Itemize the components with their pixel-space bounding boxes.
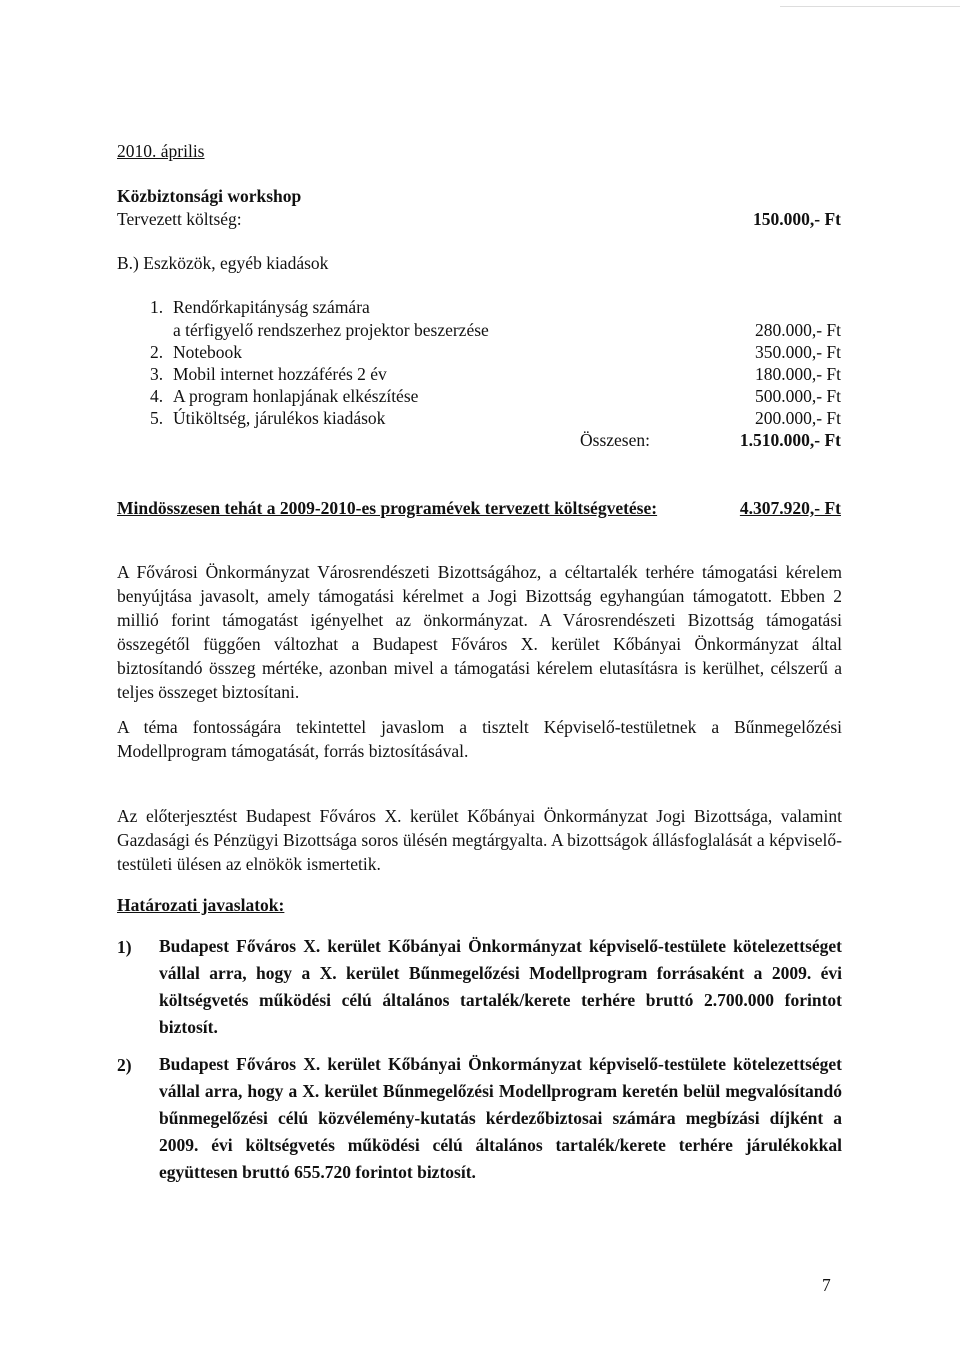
resolutions-title: Határozati javaslatok: xyxy=(117,895,285,915)
resolution-number: 1) xyxy=(117,937,132,957)
item-value: 180.000,- Ft xyxy=(754,364,841,384)
item-label: Rendőrkapitányság számára xyxy=(173,297,370,317)
body-paragraph: A téma fontosságára tekintettel javaslom a tisztelt Képviselő-testületnek a Bűnmegelőzési Modellprogram támogatását, forrás biztosításával. xyxy=(117,717,842,761)
item-label-continued: a térfigyelő rendszerhez projektor beszerzése xyxy=(173,320,489,340)
resolution-number: 2) xyxy=(117,1055,132,1075)
item-number: 4. xyxy=(150,386,164,406)
item-label: Útiköltség, járulékos kiadások xyxy=(173,408,386,428)
item-number: 3. xyxy=(150,364,164,384)
workshop-title: Közbiztonsági workshop xyxy=(117,186,302,206)
body-paragraph: A Fővárosi Önkormányzat Városrendészeti Bizottságához, a céltartalék terhére támogatási kérelem benyújtása javasolt, amely támogatási kérelmet a Jogi Bizottság egyhangúan támogatott. Ebben 2 millió forint támogatást igényelhet az önkormányzat. A Városrendészeti Bizottság támogatási összegétől függően változhat a Budapest Főváros X. kerület Kőbányai Önkormányzat által biztosítandó összeg mértéke, azonban mivel a támogatási kérelem elutasításra is kerülhet, célszerű a teljes összeget biztosítani. xyxy=(117,562,842,702)
resolution-text: Budapest Főváros X. kerület Kőbányai Önkormányzat képviselő-testülete kötelezettséget vállal arra, hogy a X. kerület Bűnmegelőzési Modellprogram keretén belül megvalósítandó bűnmegelőzési célú közvélemény-kutatás kérdezőbiztosai számára megbízási díjként a 2009. évi költségvetés működési célú általános tartalék/kerete terhére járulékokkal együttesen bruttó 655.720 forintot biztosít. xyxy=(159,1054,842,1182)
item-value: 500.000,- Ft xyxy=(754,386,841,406)
item-value: 200.000,- Ft xyxy=(754,408,841,428)
workshop-cost-label: Tervezett költség: xyxy=(117,209,242,229)
grand-total-label: Mindösszesen tehát a 2009-2010-es programévek tervezett költségvetése: xyxy=(117,498,658,518)
item-number: 5. xyxy=(150,408,164,428)
subtotal-label: Összesen: xyxy=(580,430,650,450)
page-number: 7 xyxy=(822,1275,831,1295)
subtotal-value: 1.510.000,- Ft xyxy=(739,430,841,450)
workshop-cost-value: 150.000,- Ft xyxy=(753,209,841,229)
item-number: 1. xyxy=(150,297,164,317)
grand-total-value: 4.307.920,- Ft xyxy=(739,498,841,518)
item-label: Notebook xyxy=(173,342,243,362)
date-heading: 2010. április xyxy=(117,141,205,161)
section-b-title: B.) Eszközök, egyéb kiadások xyxy=(117,253,329,273)
item-label: Mobil internet hozzáférés 2 év xyxy=(173,364,387,384)
scan-edge-line xyxy=(780,6,960,7)
item-label: A program honlapjának elkészítése xyxy=(173,386,419,406)
body-paragraph: Az előterjesztést Budapest Főváros X. kerület Kőbányai Önkormányzat Jogi Bizottsága, valamint Gazdasági és Pénzügyi Bizottsága soros ülésén megtárgyalta. A bizottságok állásfoglalását a képviselő-testületi ülésen az elnökök ismertetik. xyxy=(117,806,842,874)
resolution-text: Budapest Főváros X. kerület Kőbányai Önkormányzat képviselő-testülete kötelezettséget vállal arra, hogy a X. kerület Bűnmegelőzési Modellprogram forrásaként a 2009. évi költségvetés működési célú általános tartalék/kerete terhére bruttó 2.700.000 forintot biztosít. xyxy=(159,936,842,1037)
item-value: 350.000,- Ft xyxy=(754,342,841,362)
item-number: 2. xyxy=(150,342,164,362)
item-value: 280.000,- Ft xyxy=(754,320,841,340)
